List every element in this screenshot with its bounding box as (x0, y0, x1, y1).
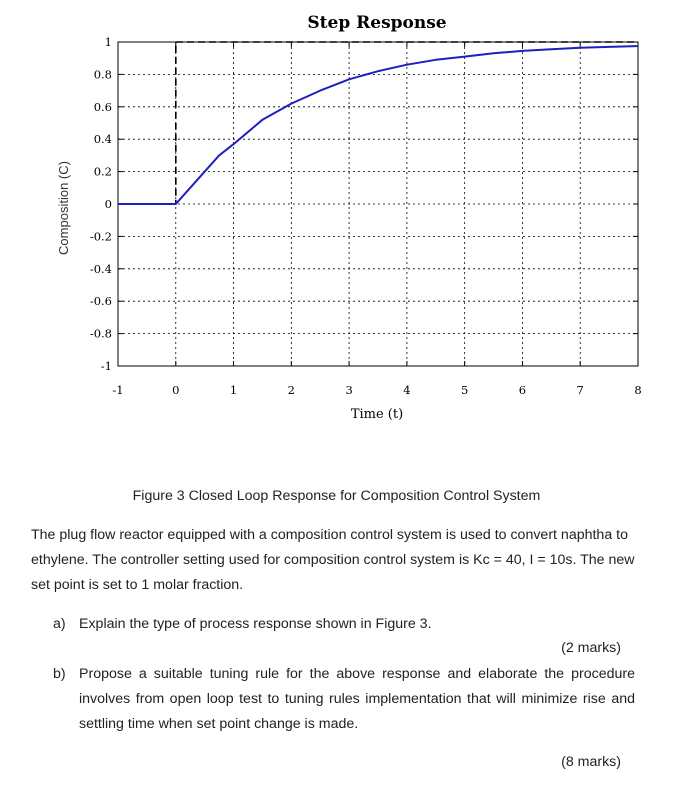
x-tick-label: 0 (172, 383, 180, 397)
question-b-label: b) (53, 666, 66, 682)
x-tick-label: 1 (229, 383, 238, 397)
y-axis-label: Composition (C) (56, 161, 71, 255)
y-tick-label: 0.4 (93, 132, 112, 147)
question-b-marks: (8 marks) (561, 754, 621, 770)
figure-caption: Figure 3 Closed Loop Response for Composition Control System (132, 488, 541, 504)
y-tick-label: 1 (104, 35, 112, 49)
question-a-text: Explain the type of process response shown in Figure 3. (79, 616, 432, 632)
question-a-label: a) (53, 616, 66, 632)
y-tick-label: 0 (104, 197, 112, 211)
x-tick-label: 7 (576, 383, 584, 397)
y-tick-label: 0.2 (93, 164, 112, 179)
y-tick-label: 0.6 (93, 99, 112, 114)
x-tick-label: 5 (461, 383, 469, 397)
x-tick-label: 2 (287, 383, 295, 397)
chart-title: Step Response (307, 13, 447, 33)
y-tick-label: -0.8 (89, 326, 112, 341)
question-a-marks: (2 marks) (561, 640, 621, 656)
problem-statement: The plug flow reactor equipped with a composition control system is used to convert naphtha to ethylene. The controller setting used for composition control system is Kc = 40, I = 10s. The new set point is set to 1 molar fraction. (31, 527, 635, 593)
y-tick-label: -0.2 (89, 229, 112, 244)
question-b-text: Propose a suitable tuning rule for the above response and elaborate the procedure involves from open loop test to tuning rules implementation that will minimize rise and settling time when set point change is made. (79, 666, 635, 732)
y-tick-label: -0.6 (89, 294, 112, 309)
x-tick-labels (112, 383, 641, 397)
y-tick-label: -1 (100, 359, 112, 373)
x-tick-label: 3 (345, 383, 353, 397)
y-tick-labels (90, 35, 112, 373)
x-tick-label: 6 (518, 383, 527, 397)
x-tick-label: 8 (634, 383, 642, 397)
x-axis-label: Time (t) (350, 407, 404, 422)
x-tick-label: -1 (112, 383, 124, 397)
y-tick-label: -0.4 (89, 261, 112, 276)
x-tick-label: 4 (403, 383, 411, 397)
y-tick-label: 0.8 (93, 67, 112, 82)
